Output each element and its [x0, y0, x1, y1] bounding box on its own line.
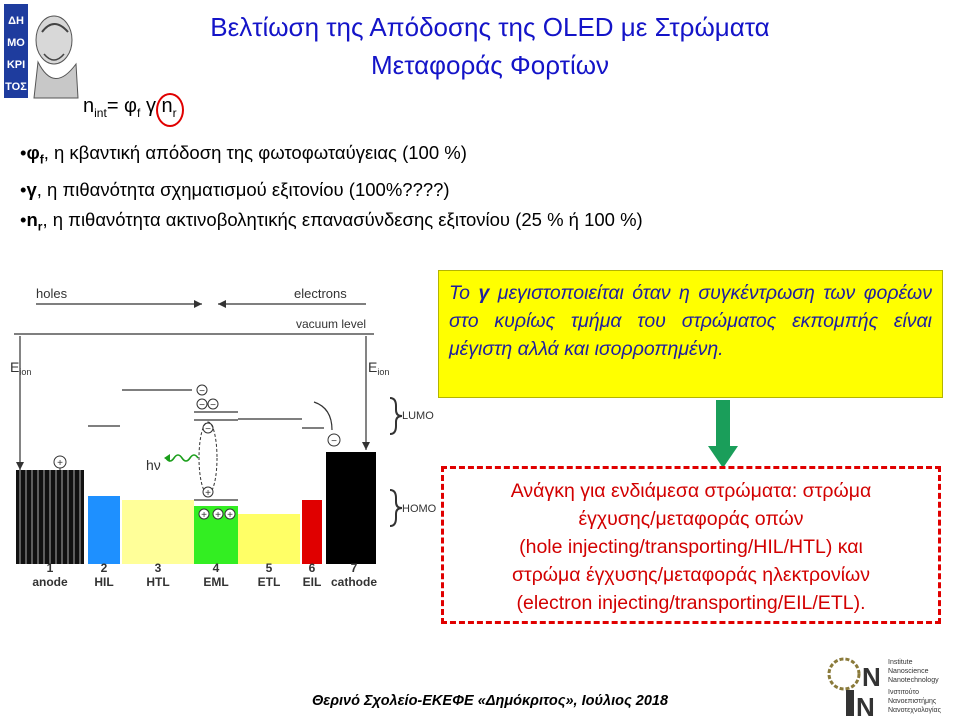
homo-brace	[390, 490, 402, 526]
layer-name: HIL	[94, 575, 114, 589]
formula-f-sub: f	[137, 106, 141, 120]
svg-text:+: +	[57, 458, 63, 469]
photon-wave-icon	[166, 455, 198, 461]
homo-label: HOMO	[402, 503, 437, 515]
layer-eil	[302, 500, 322, 564]
gamma-symbol: γ	[478, 282, 490, 304]
bullet-text: , η κβαντική απόδοση της φωτοφωταύγειας (100 %)	[43, 142, 467, 163]
layer-htl	[122, 500, 194, 564]
svg-text:−: −	[199, 400, 205, 411]
bullet-symbol: φ	[26, 142, 40, 163]
electrons-label: electrons	[294, 286, 347, 301]
bullet-symbol: γ	[26, 178, 37, 200]
red-box-line: (hole injecting/transporting/HIL/HTL) και	[519, 536, 863, 558]
svg-text:+: +	[201, 510, 207, 521]
layer-number: 2	[100, 561, 108, 575]
demokritos-logo	[2, 2, 82, 100]
logo-text: ΤΟΣ	[5, 81, 27, 93]
photon-label: hν	[146, 457, 161, 473]
page-title	[95, 8, 885, 84]
red-box-line: στρώμα έγχυσης/μεταφοράς ηλεκτρονίων	[511, 564, 871, 586]
svg-text:+: +	[227, 510, 233, 521]
vacuum-label: vacuum level	[296, 317, 367, 331]
svg-text:N: N	[862, 662, 881, 692]
gamma-explanation-text: μεγιστοποιείται όταν η συγκέντρωση των φορέων στο κυρίως τμήμα του στρώματος εκπομπής είναι μέγιστη αλλά και ισορροπημένη.	[449, 282, 932, 360]
svg-text:Institute: Institute	[888, 659, 913, 666]
intermediate-layers-box	[441, 466, 941, 624]
layer-number: 3	[154, 561, 162, 575]
layer-number: 4	[212, 561, 220, 575]
layer-name: anode	[32, 575, 68, 589]
bullet-item: $•n_r$, η πιθανότητα ακτινοβολητικής επανασύνδεσης εξιτονίου (25 % ή 100 %)	[20, 208, 643, 234]
gamma-explanation-box: Το γ μεγιστοποιείται όταν η συγκέντρωση των φορέων στο κυρίως τμήμα του στρώματος εκπομπής είναι μέγιστη αλλά και ισορροπημένη.	[438, 270, 943, 398]
bullet-item: •γ, η πιθανότητα σχηματισμού εξιτονίου (100%????)	[20, 178, 450, 200]
logo-text: ΜΟ	[7, 37, 25, 49]
svg-text:Nanoscience: Nanoscience	[888, 668, 929, 675]
svg-text:−: −	[210, 400, 216, 411]
formula-phi: = φ	[106, 95, 138, 117]
layer-cathode	[326, 452, 376, 564]
formula-int-sub: int	[94, 106, 107, 120]
footer-text: Θερινό Σχολείο-ΕΚΕΦΕ «Δημόκριτος», Ιούλιος 2018	[311, 693, 669, 709]
down-arrow-icon	[708, 400, 738, 468]
red-box-line: Ανάγκη για ενδιάμεσα στρώματα: στρώμα	[510, 480, 872, 502]
lumo-label: LUMO	[402, 410, 434, 422]
layer-name: EML	[203, 575, 229, 589]
layer-name: HTL	[146, 575, 170, 589]
svg-text:Nanotechnology: Nanotechnology	[888, 677, 939, 684]
layer-number: 7	[350, 561, 358, 575]
svg-text:Ινστιτούτο: Ινστιτούτο	[888, 689, 920, 696]
gear-icon	[829, 659, 859, 689]
svg-text:−: −	[205, 424, 211, 435]
layer-etl	[238, 514, 300, 564]
bullet-list	[20, 138, 643, 241]
formula-gamma: γ	[145, 95, 156, 117]
red-box-line: (electron injecting/transporting/EIL/ETL).	[516, 592, 866, 614]
formula-eta-r: n	[161, 95, 173, 117]
layer-number: 5	[265, 561, 273, 575]
svg-text:−: −	[199, 386, 205, 397]
layer-number: 1	[46, 561, 54, 575]
title-line-1: Βελτίωση της Απόδοσης της OLED με Στρώματα	[210, 12, 770, 42]
red-box-line: έγχυσης/μεταφοράς οπών	[578, 508, 804, 530]
svg-text:Νανοεπιστήμης: Νανοεπιστήμης	[888, 698, 937, 705]
formula-eta: n	[83, 95, 95, 117]
layer-number: 6	[308, 561, 316, 575]
eion-right-label: $E_{ion}$	[368, 359, 390, 377]
bullet-text: , η πιθανότητα σχηματισμού εξιτονίου (100%????)	[36, 178, 450, 200]
logo-text: ΚΡΙ	[6, 59, 26, 71]
layer-name: cathode	[330, 575, 378, 589]
oled-energy-diagram	[6, 262, 437, 594]
eion-left-label: $E_{ion}$	[10, 359, 32, 377]
layer-hil	[88, 496, 120, 564]
nanoscience-institute-logo	[826, 652, 960, 718]
formula-r-sub: r	[172, 106, 177, 120]
bullet-symbol: n	[26, 208, 38, 230]
layer-name: EIL	[302, 575, 322, 589]
svg-text:Νανοτεχνολογίας: Νανοτεχνολογίας	[888, 707, 941, 714]
svg-text:+: +	[205, 488, 211, 499]
svg-text:N: N	[856, 692, 875, 720]
svg-text:−: −	[331, 436, 337, 447]
title-line-2: Μεταφοράς Φορτίων	[370, 50, 610, 80]
logo-text: ΔΗ	[8, 15, 24, 27]
layer-name: ETL	[257, 575, 281, 589]
svg-text:+: +	[215, 510, 221, 521]
lumo-brace	[390, 398, 402, 434]
bullet-text: , η πιθανότητα ακτινοβολητικής επανασύνδεσης εξιτονίου (25 % ή 100 %)	[42, 208, 643, 230]
gamma-highlight-circle	[156, 93, 184, 127]
bullet-item: $•\varphi_f$, η κβαντική απόδοση της φωτοφωταύγειας (100 %)	[20, 142, 467, 167]
holes-label: holes	[36, 286, 68, 301]
